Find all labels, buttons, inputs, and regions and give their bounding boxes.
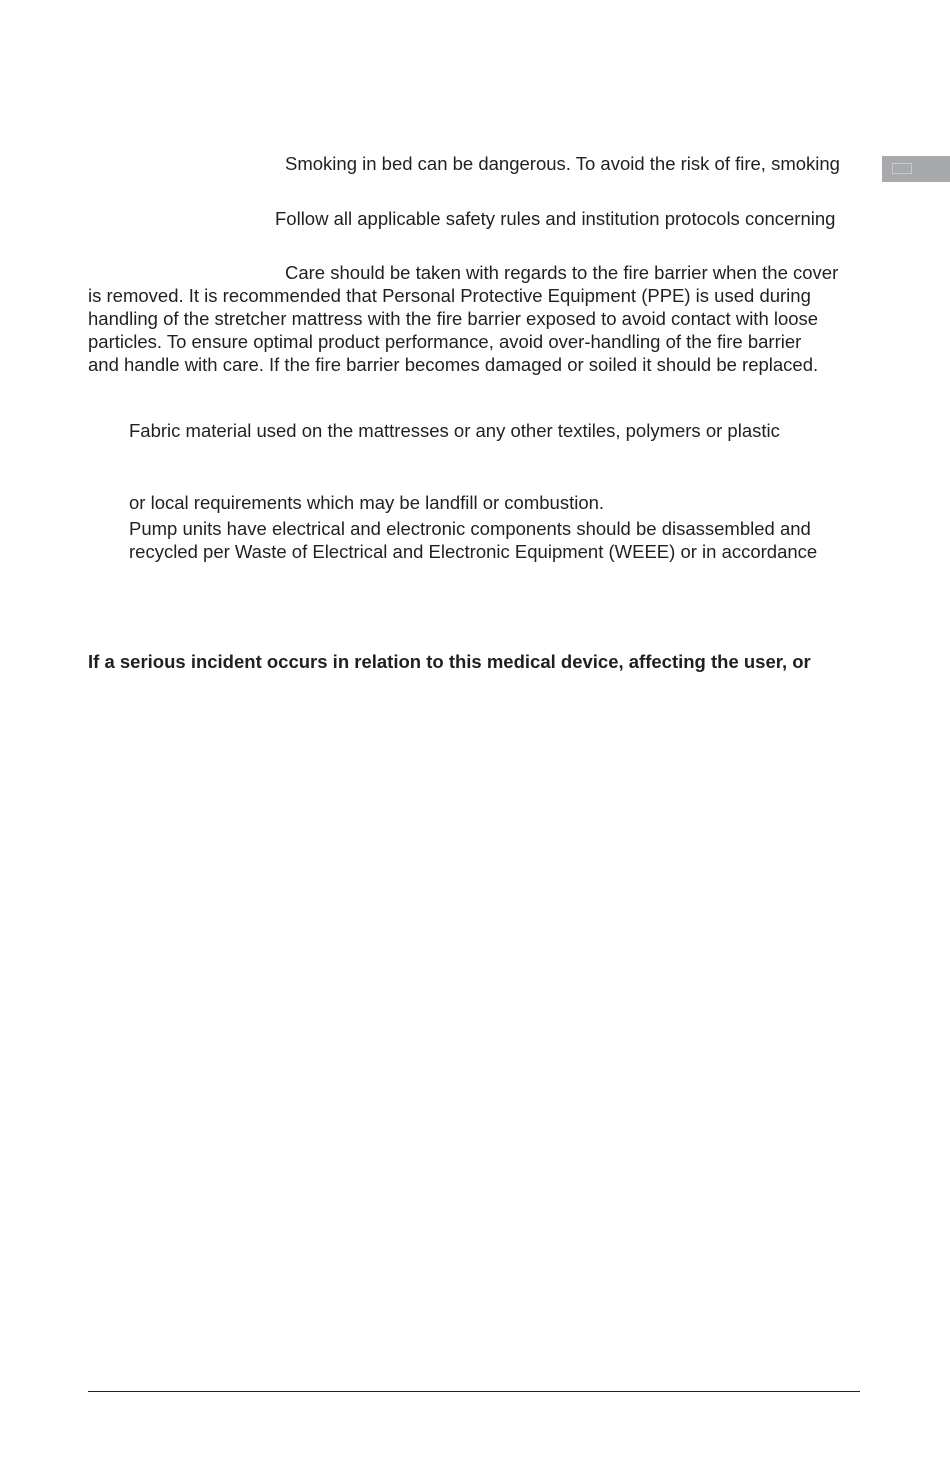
safety-rules-text: Follow all applicable safety rules and institution protocols concerning (275, 208, 836, 229)
fabric-disposal-line: or local requirements which may be landfill or combustion. (129, 492, 605, 513)
tab-marker-inner (892, 163, 912, 174)
fire-barrier-line: is removed. It is recommended that Personal Protective Equipment (PPE) is used during (88, 285, 811, 306)
fire-barrier-line: Care should be taken with regards to the fire barrier when the cover (285, 262, 839, 283)
fire-barrier-line: particles. To ensure optimal product performance, avoid over-handling of the fire barrier (88, 331, 802, 352)
pump-disposal-line: Pump units have electrical and electronic components should be disassembled and (129, 518, 811, 539)
fire-barrier-line: and handle with care. If the fire barrier becomes damaged or soiled it should be replaced. (88, 354, 819, 375)
pump-disposal-line: recycled per Waste of Electrical and Electronic Equipment (WEEE) or in accordance (129, 541, 818, 562)
fire-barrier-line: handling of the stretcher mattress with the fire barrier exposed to avoid contact with loose (88, 308, 819, 329)
fabric-disposal-line: Fabric material used on the mattresses or any other textiles, polymers or plastic (129, 420, 780, 441)
section-tab-marker (882, 156, 950, 182)
footer-divider (88, 1391, 860, 1392)
smoking-warning-text: Smoking in bed can be dangerous. To avoid the risk of fire, smoking (285, 153, 840, 174)
serious-incident-text: If a serious incident occurs in relation to this medical device, affecting the user, or (88, 651, 811, 672)
